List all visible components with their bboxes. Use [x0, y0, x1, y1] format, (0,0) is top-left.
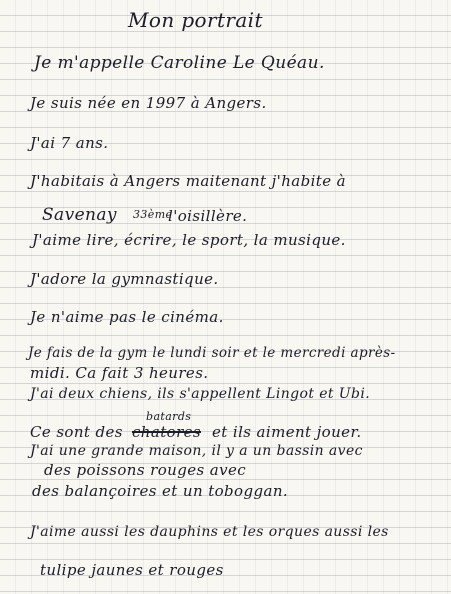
text-line-6: J'aime lire, écrire, le sport, la musique. — [32, 231, 346, 249]
text-line-15: des balançoires et un toboggan. — [32, 482, 289, 500]
text-line-12-crossed-word: chatores — [132, 423, 202, 441]
text-line-13: J'ai une grande maison, il y a un bassin avec — [30, 443, 363, 459]
text-line-1: Je m'appelle Caroline Le Quéau. — [34, 53, 325, 73]
page-title: Mon portrait — [128, 8, 263, 32]
text-line-2: Je suis née en 1997 à Angers. — [30, 94, 267, 112]
text-line-8: Je n'aime pas le cinéma. — [30, 308, 224, 326]
text-line-16: J'aime aussi les dauphins et les orques aussi les — [30, 524, 389, 540]
text-line-5-number: 33ème — [133, 208, 173, 221]
text-line-17: tulipe jaunes et rouges — [40, 561, 224, 579]
text-line-10: midi. Ca fait 3 heures. — [30, 364, 209, 382]
text-line-5-town: Savenay — [42, 205, 117, 225]
text-line-12-end: et ils aiment jouer. — [212, 423, 362, 441]
text-line-14: des poissons rouges avec — [44, 461, 247, 479]
text-line-5-street: l'oisillère. — [168, 207, 248, 225]
text-line-7: J'adore la gymnastique. — [30, 270, 219, 288]
text-line-4: J'habitais à Angers maitenant j'habite à — [30, 172, 347, 190]
text-line-11: J'ai deux chiens, ils s'appellent Lingot et Ubi. — [30, 386, 371, 402]
text-line-12-start: Ce sont des — [30, 423, 123, 441]
text-line-3: J'ai 7 ans. — [30, 134, 109, 152]
text-line-9: Je fais de la gym le lundi soir et le mercredi après- — [28, 345, 396, 361]
text-line-12-correction: batards — [146, 410, 192, 423]
